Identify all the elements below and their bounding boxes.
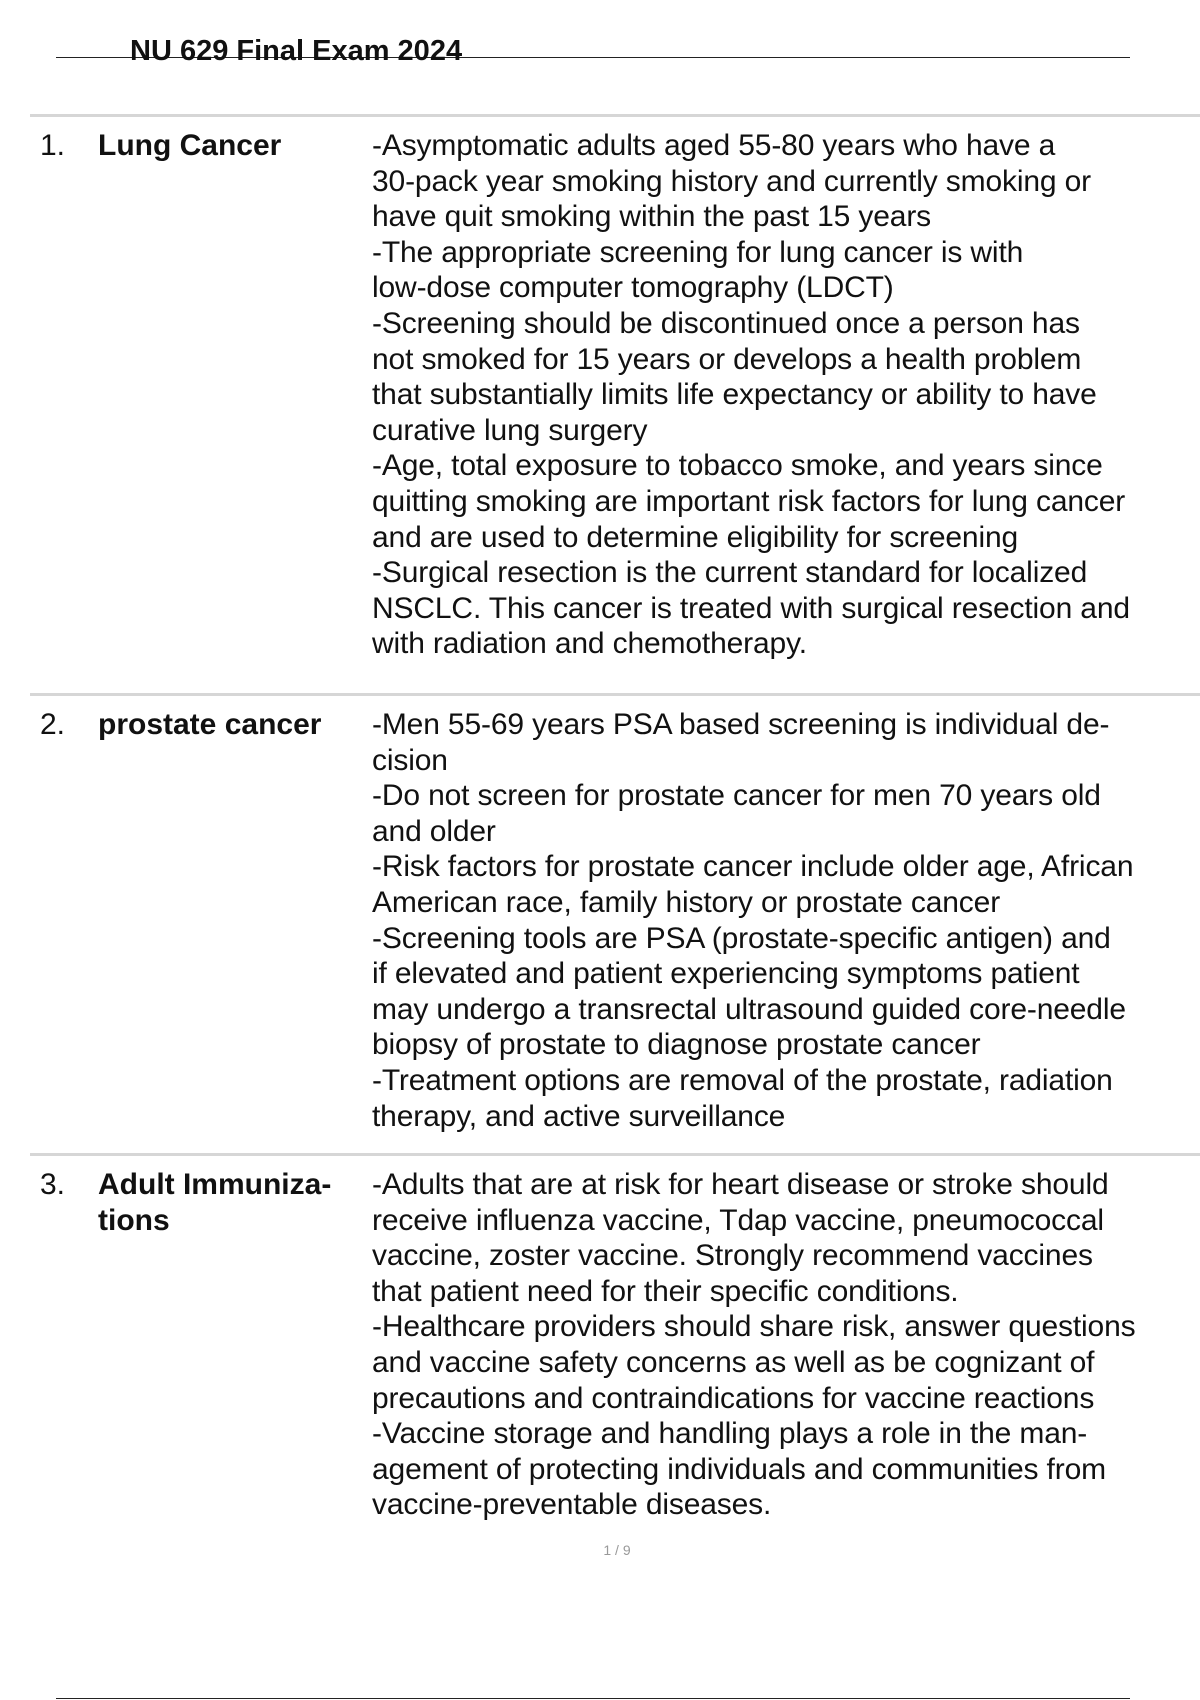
- entry-definition: [372, 1167, 1200, 1523]
- definition-line: -Treatment options are removal of the prostate, radiation: [372, 1063, 1113, 1097]
- definition-line: -Screening tools are PSA (prostate-specific antigen) and: [372, 921, 1111, 955]
- definition-line: that patient need for their specific conditions.: [372, 1274, 959, 1308]
- definition-line: -Asymptomatic adults aged 55-80 years who have a: [372, 129, 1056, 162]
- definition-line: biopsy of prostate to diagnose prostate cancer: [372, 1028, 981, 1062]
- definition-line: may undergo a transrectal ultrasound guided core-needle: [372, 992, 1126, 1026]
- definition-line: with radiation and chemotherapy.: [372, 627, 807, 661]
- definition-line: -Risk factors for prostate cancer include older age, African: [372, 850, 1134, 884]
- definition-line: receive influenza vaccine, Tdap vaccine, pneumococcal: [372, 1203, 1104, 1237]
- definition-line: not smoked for 15 years or develops a health problem: [372, 342, 1082, 376]
- definition-line: 30-pack year smoking history and currently smoking or: [372, 164, 1092, 198]
- definition-line: that substantially limits life expectancy or ability to have: [372, 378, 1097, 412]
- definition-line: curative lung surgery: [372, 413, 648, 447]
- definition-line: if elevated and patient experiencing symptoms patient: [372, 957, 1080, 991]
- definition-line: -Screening should be discontinued once a person has: [372, 306, 1080, 340]
- definition-line: quitting smoking are important risk factors for lung cancer: [372, 484, 1126, 518]
- flashcard-list: [30, 114, 1200, 1547]
- definition-line: agement of protecting individuals and communities from: [372, 1452, 1106, 1486]
- definition-line: NSCLC. This cancer is treated with surgical resection and: [372, 591, 1130, 625]
- entry-definition: [372, 128, 1200, 662]
- definition-line: -Men 55-69 years PSA based screening is individual de-: [372, 708, 1110, 741]
- flashcard-entry: [30, 1153, 1200, 1547]
- definition-line: vaccine, zoster vaccine. Strongly recommend vaccines: [372, 1239, 1093, 1273]
- entry-term: Lung Cancer: [98, 129, 282, 162]
- entry-definition: [372, 707, 1200, 1134]
- definition-line: American race, family history or prostate cancer: [372, 885, 1001, 919]
- entry-term-line: tions: [98, 1203, 170, 1237]
- definition-line: and are used to determine eligibility for screening: [372, 520, 1019, 554]
- definition-line: -The appropriate screening for lung cancer is with: [372, 235, 1024, 269]
- entry-number: 1.: [40, 129, 66, 162]
- definition-line: vaccine-preventable diseases.: [372, 1488, 772, 1522]
- entry-number: 3.: [40, 1168, 66, 1201]
- entry-number: 2.: [40, 708, 66, 741]
- definition-line: -Adults that are at risk for heart disease or stroke should: [372, 1168, 1109, 1201]
- definition-line: -Healthcare providers should share risk, answer questions: [372, 1310, 1136, 1344]
- definition-line: -Do not screen for prostate cancer for men 70 years old: [372, 779, 1101, 813]
- definition-line: low-dose computer tomography (LDCT): [372, 271, 894, 305]
- flashcard-entry: [30, 114, 1200, 693]
- definition-line: have quit smoking within the past 15 years: [372, 200, 932, 234]
- definition-line: -Surgical resection is the current standard for localized: [372, 556, 1088, 590]
- definition-line: -Vaccine storage and handling plays a role in the man-: [372, 1417, 1088, 1451]
- entry-term: [98, 1167, 368, 1238]
- flashcard-entry: [30, 693, 1200, 1153]
- definition-line: precautions and contraindications for vaccine reactions: [372, 1381, 1095, 1415]
- definition-line: therapy, and active surveillance: [372, 1099, 786, 1133]
- footer-rule: [56, 1698, 1130, 1699]
- entry-term: prostate cancer: [98, 708, 322, 741]
- definition-line: cision: [372, 743, 448, 777]
- page-number: 1 / 9: [603, 1542, 631, 1558]
- entry-term-line: Adult Immuniza-: [98, 1168, 332, 1201]
- document-title: NU 629 Final Exam 2024: [130, 35, 463, 67]
- definition-line: and older: [372, 814, 496, 848]
- definition-line: and vaccine safety concerns as well as be cognizant of: [372, 1345, 1095, 1379]
- definition-line: -Age, total exposure to tobacco smoke, and years since: [372, 449, 1103, 483]
